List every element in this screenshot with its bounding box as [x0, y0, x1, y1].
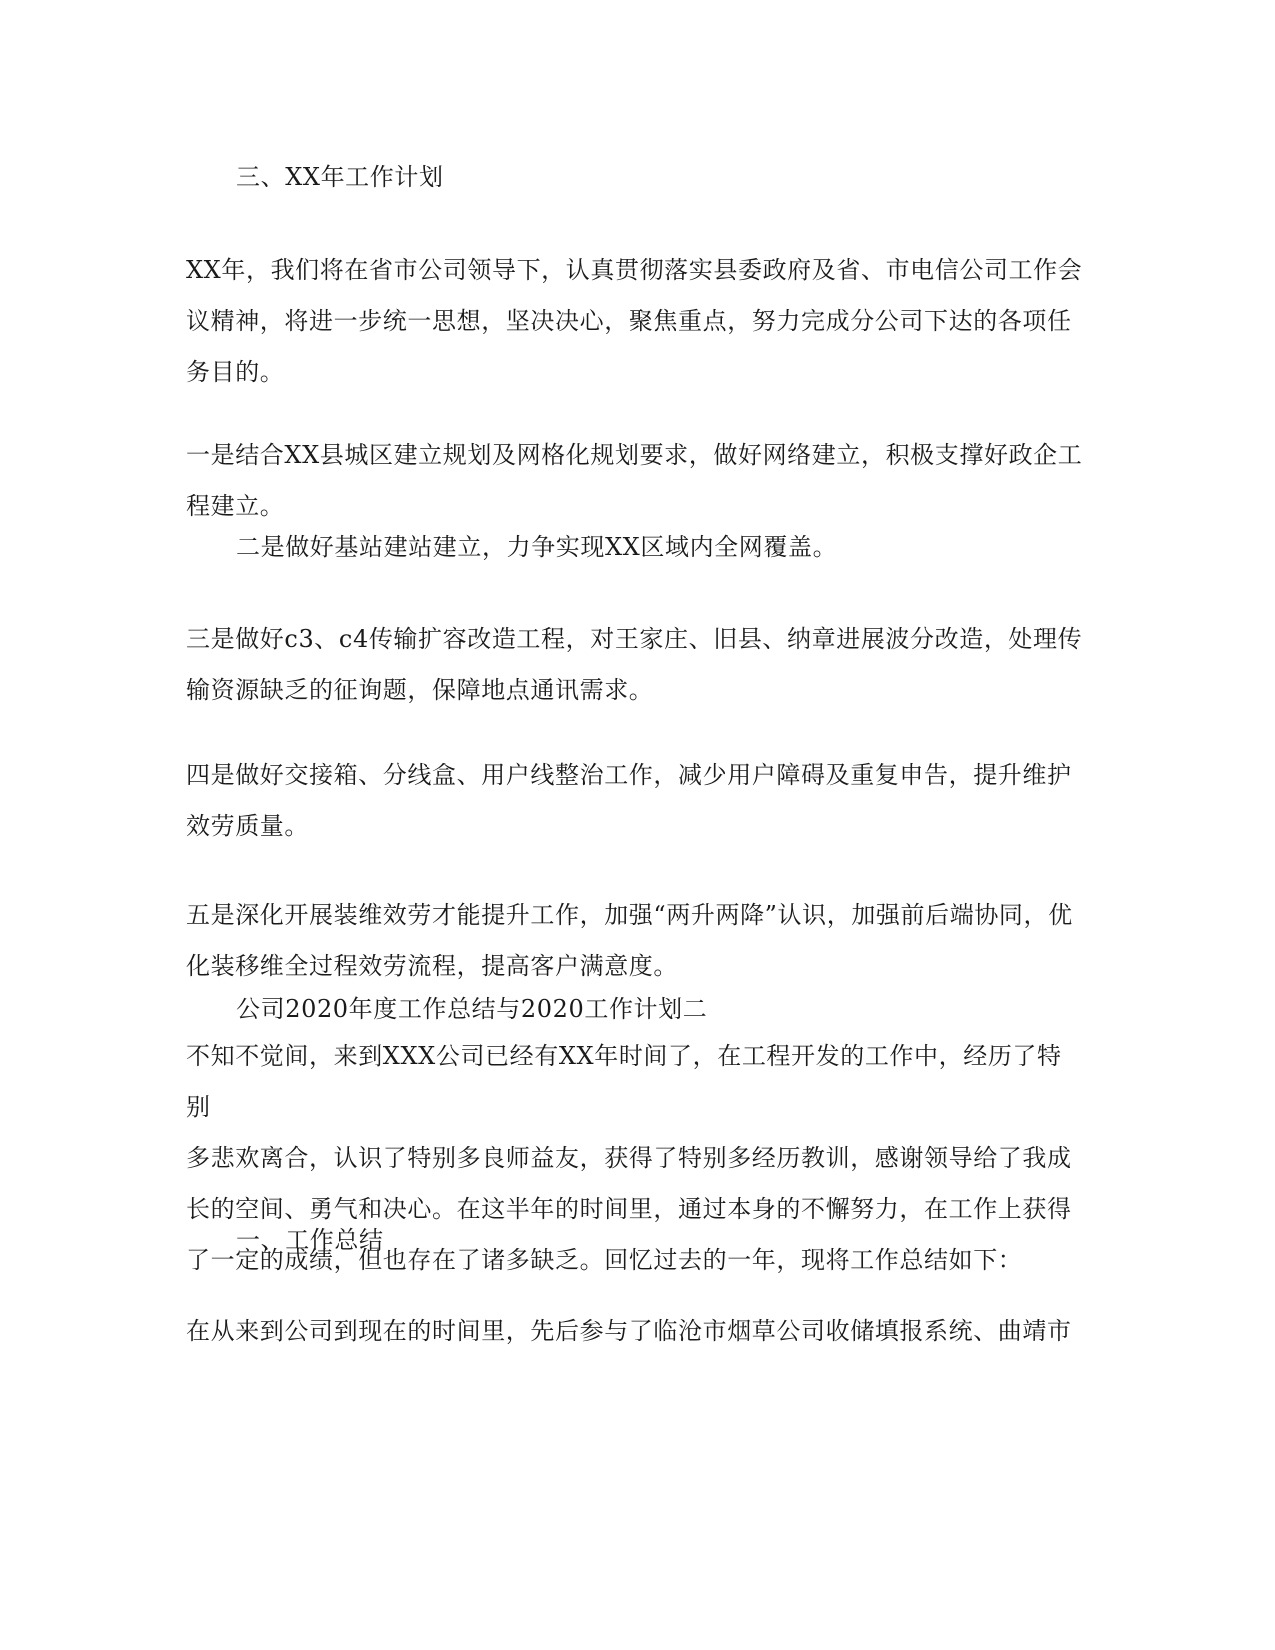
section-heading-work-summary: 一、工作总结	[236, 1226, 384, 1254]
paragraph-plan-item-4: 四是做好交接箱、分线盒、用户线整治工作，减少用户障碍及重复申告，提升维护 效劳质量。	[186, 761, 1072, 840]
section-heading-work-plan: 三、XX年工作计划	[236, 163, 444, 191]
paragraph-plan-item-2: 二是做好基站建站建立，力争实现XX区域内全网覆盖。	[236, 533, 838, 561]
paragraph-summary-intro: 不知不觉间，来到XXX公司已经有XX年时间了，在工程开发的工作中，经历了特别 多悲欢离合，认识了特别多良师益友，获得了特别多经历教训，感谢领导给了我成 长的空间、勇气和决心。在这半年的时间里，通过本身的不懈努力，在工作上获得 了一定的成绩，但也存在了诸多缺乏。回忆过去的一年，现将工作总结如下：	[186, 1042, 1072, 1274]
document-two-title: 公司2020年度工作总结与2020工作计划二	[236, 995, 708, 1023]
paragraph-work-summary: 在从来到公司到现在的时间里，先后参与了临沧市烟草公司收储填报系统、曲靖市	[186, 1317, 1072, 1345]
paragraph-plan-intro: XX年，我们将在省市公司领导下，认真贯彻落实县委政府及省、市电信公司工作会 议精神，将进一步统一思想，坚决决心，聚焦重点，努力完成分公司下达的各项任 务目的。	[186, 256, 1083, 386]
paragraph-plan-item-1: 一是结合XX县城区建立规划及网格化规划要求，做好网络建立，积极支撑好政企工 程建立。	[186, 441, 1083, 520]
paragraph-plan-item-5: 五是深化开展装维效劳才能提升工作，加强“两升两降”认识，加强前后端协同，优 化装移维全过程效劳流程，提高客户满意度。	[186, 901, 1073, 980]
paragraph-plan-item-3: 三是做好c3、c4传输扩容改造工程，对王家庄、旧县、纳章进展波分改造，处理传 输资源缺乏的征询题，保障地点通讯需求。	[186, 625, 1083, 704]
